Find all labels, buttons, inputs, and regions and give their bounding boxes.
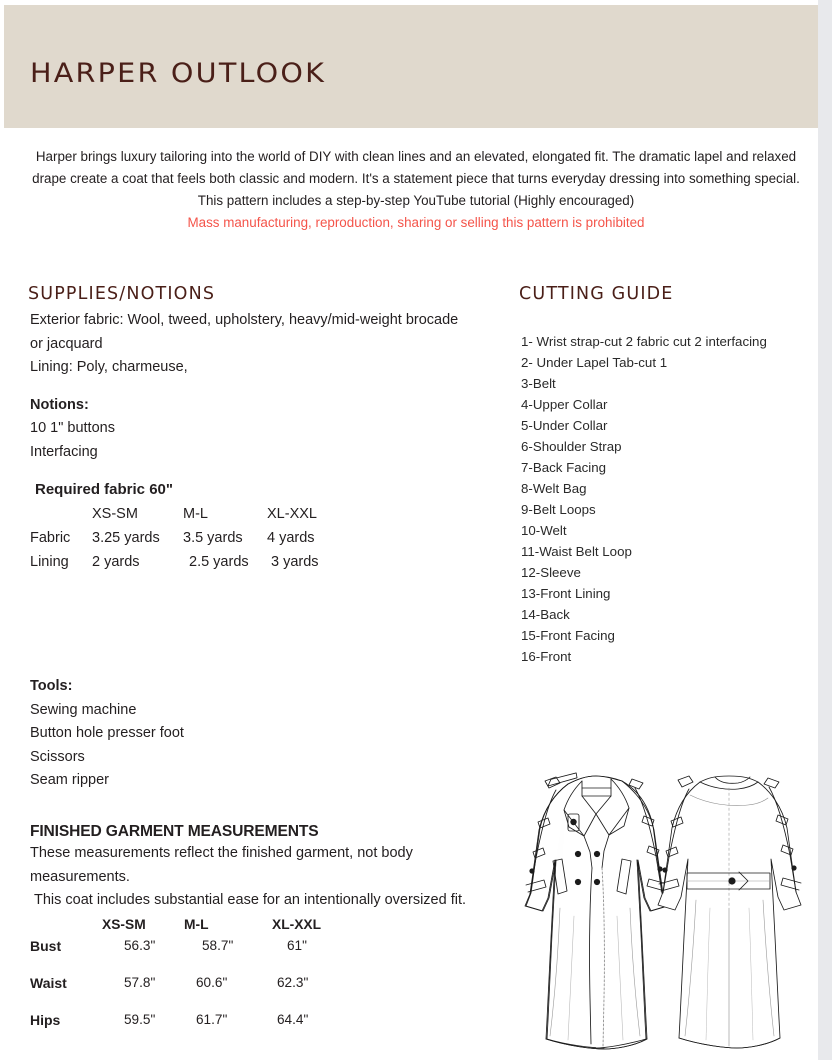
list-item: 11-Waist Belt Loop: [521, 544, 632, 559]
column-header-xs-sm: XS-SM: [92, 505, 138, 522]
description-paragraph: Harper brings luxury tailoring into the world of DIY with clean lines and an elevated, elongated fit. The dramatic lapel and relaxed drape create a coat that feels both classic and modern. It's a statement piece that turns everyday dressing into something special.: [32, 149, 800, 186]
row-label-hips: Hips: [30, 1011, 61, 1028]
note-line-3: This coat includes substantial ease for an intentionally oversized fit.: [34, 892, 467, 908]
list-item: 3-Belt: [521, 376, 556, 391]
finished-measurements-title: FINISHED GARMENT MEASUREMENTS: [30, 823, 319, 840]
exterior-fabric-line1: Exterior fabric: Wool, tweed, upholstery, heavy/mid-weight brocade: [30, 312, 459, 328]
cell-bust-xl-xxl: 61": [287, 937, 307, 953]
list-item: 9-Belt Loops: [521, 502, 596, 517]
coat-front-view: [525, 773, 668, 1049]
table-row: [30, 975, 352, 1012]
cell-waist-xs-sm: 57.8": [124, 974, 156, 990]
cell-hips-xl-xxl: 64.4": [277, 1011, 309, 1027]
exterior-fabric-line2: or jacquard: [30, 335, 103, 352]
empty-corner: [30, 503, 92, 527]
finished-measurements-note: [30, 842, 525, 913]
cell-bust-m-l: 58.7": [202, 937, 234, 953]
row-label-bust: Bust: [30, 937, 62, 954]
list-item: 5-Under Collar: [521, 418, 608, 433]
tools-section: [30, 675, 500, 793]
cell-hips-xs-sm: 59.5": [124, 1011, 156, 1027]
cell-lining-xl-xxl: 3 yards: [271, 553, 319, 570]
tools-item: Button hole presser foot: [30, 725, 184, 741]
column-header-xl-xxl: XL-XXL: [272, 916, 322, 932]
coat-back-view: [658, 776, 801, 1048]
pattern-description: [28, 146, 804, 233]
list-item: 4-Upper Collar: [521, 397, 608, 412]
empty-corner: [30, 917, 102, 938]
note-line-1: These measurements reflect the finished garment, not body: [30, 845, 413, 861]
list-item: 7-Back Facing: [521, 460, 606, 475]
tools-label: Tools:: [30, 678, 73, 694]
table-row: [30, 1012, 352, 1049]
list-item: 12-Sleeve: [521, 565, 581, 580]
list-item: 1- Wrist strap-cut 2 fabric cut 2 interfacing: [521, 334, 767, 349]
table-row: [30, 527, 344, 551]
cell-lining-xs-sm: 2 yards: [92, 553, 140, 570]
supplies-section: [30, 309, 510, 575]
row-label-fabric: Fabric: [30, 529, 71, 546]
table-row: [30, 938, 352, 975]
list-item: 6-Shoulder Strap: [521, 439, 622, 454]
list-item: 8-Welt Bag: [521, 481, 587, 496]
required-fabric-table: [30, 503, 344, 575]
cell-waist-m-l: 60.6": [196, 974, 228, 990]
notions-item: 10 1" buttons: [30, 420, 115, 436]
list-item: 10-Welt: [521, 523, 567, 538]
list-item: 16-Front: [521, 649, 572, 664]
finished-measurements-section: [30, 821, 525, 1049]
tutorial-note: This pattern includes a step-by-step YouTube tutorial (Highly encouraged): [197, 193, 635, 208]
column-header-xl-xxl: XL-XXL: [267, 505, 317, 522]
cell-fabric-m-l: 3.5 yards: [183, 529, 243, 546]
cell-fabric-xs-sm: 3.25 yards: [92, 529, 160, 546]
cell-fabric-xl-xxl: 4 yards: [267, 529, 315, 546]
note-line-2: measurements.: [30, 868, 130, 885]
cell-lining-m-l: 2.5 yards: [189, 553, 249, 570]
cell-waist-xl-xxl: 62.3": [277, 974, 309, 990]
supplies-notions-heading: SUPPLIES/NOTIONS: [28, 284, 216, 304]
list-item: 14-Back: [521, 607, 570, 622]
tools-item: Sewing machine: [30, 701, 137, 718]
column-header-m-l: M-L: [183, 505, 208, 522]
cell-hips-m-l: 61.7": [196, 1011, 228, 1027]
list-item: 2- Under Lapel Tab-cut 1: [521, 355, 668, 370]
column-header-m-l: M-L: [184, 916, 209, 932]
required-fabric-label: Required fabric 60": [35, 481, 173, 498]
tools-item: Seam ripper: [30, 772, 109, 788]
page-title: HARPER OUTLOOK: [30, 58, 327, 89]
measurements-table: [30, 917, 352, 1049]
column-header-xs-sm: XS-SM: [102, 916, 146, 932]
notions-item: Interfacing: [30, 443, 98, 460]
copyright-warning: Mass manufacturing, reproduction, sharing or selling this pattern is prohibited: [187, 214, 645, 230]
cutting-guide-list: [521, 331, 811, 667]
row-label-lining: Lining: [30, 553, 69, 570]
lining-line: Lining: Poly, charmeuse,: [30, 359, 188, 375]
cell-bust-xs-sm: 56.3": [124, 937, 156, 953]
table-row-header: [30, 917, 352, 938]
list-item: 15-Front Facing: [521, 628, 615, 643]
table-row: [30, 551, 344, 575]
cutting-guide-heading: CUTTING GUIDE: [519, 284, 674, 304]
row-label-waist: Waist: [30, 974, 67, 991]
list-item: 13-Front Lining: [521, 586, 611, 601]
table-row-header: [30, 503, 344, 527]
tools-item: Scissors: [30, 748, 85, 765]
notions-label: Notions:: [30, 396, 89, 413]
coat-technical-flats: [512, 748, 818, 1060]
